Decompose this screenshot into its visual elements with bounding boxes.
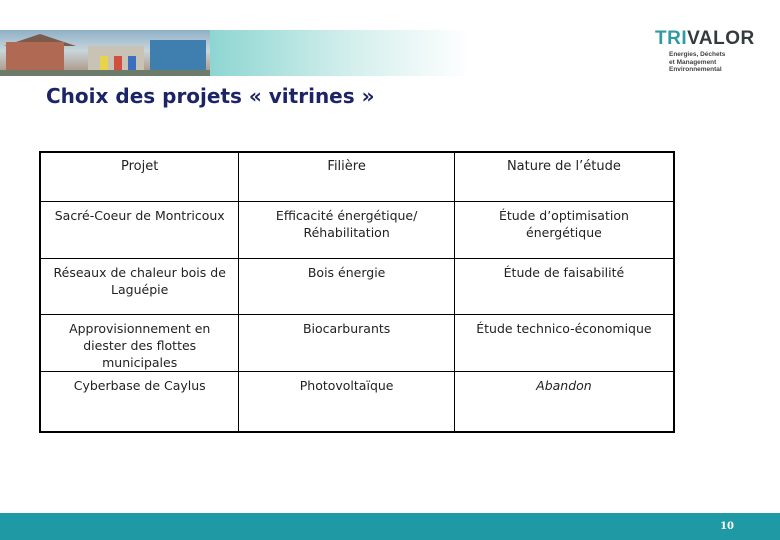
table-row — [40, 371, 674, 432]
header-cell-projet: Projet — [40, 152, 239, 201]
page-title: Choix des projets « vitrines » — [46, 84, 375, 108]
table-cell: Approvisionnement en diester des flottes municipales — [40, 314, 239, 371]
table-row — [40, 314, 674, 371]
table-cell: Biocarburants — [239, 314, 454, 371]
table-cell: Sacré-Coeur de Montricoux — [40, 201, 239, 258]
page-number: 10 — [720, 521, 734, 532]
logo-tagline: Energies, Déchets et Management Environnemental — [669, 51, 726, 73]
table-cell: Étude de faisabilité — [454, 258, 674, 314]
table-cell: Bois énergie — [239, 258, 454, 314]
trivalor-logo — [655, 28, 755, 74]
table-row — [40, 258, 674, 314]
table-cell: Étude d’optimisation énergétique — [454, 201, 674, 258]
table-cell: Étude technico-économique — [454, 314, 674, 371]
table-cell: Photovoltaïque — [239, 371, 454, 432]
table-cell: Réseaux de chaleur bois de Laguépie — [40, 258, 239, 314]
table-cell: Abandon — [454, 371, 674, 432]
header-cell-nature: Nature de l’étude — [454, 152, 674, 201]
header-photo — [0, 30, 210, 76]
projects-table — [39, 151, 675, 433]
table-row — [40, 201, 674, 258]
table-header-row — [40, 152, 674, 201]
footer-bar — [0, 513, 780, 540]
logo-wordmark: TRIVALOR — [655, 28, 755, 49]
table-cell: Efficacité énergétique/ Réhabilitation — [239, 201, 454, 258]
header-cell-filiere: Filière — [239, 152, 454, 201]
table-cell: Cyberbase de Caylus — [40, 371, 239, 432]
